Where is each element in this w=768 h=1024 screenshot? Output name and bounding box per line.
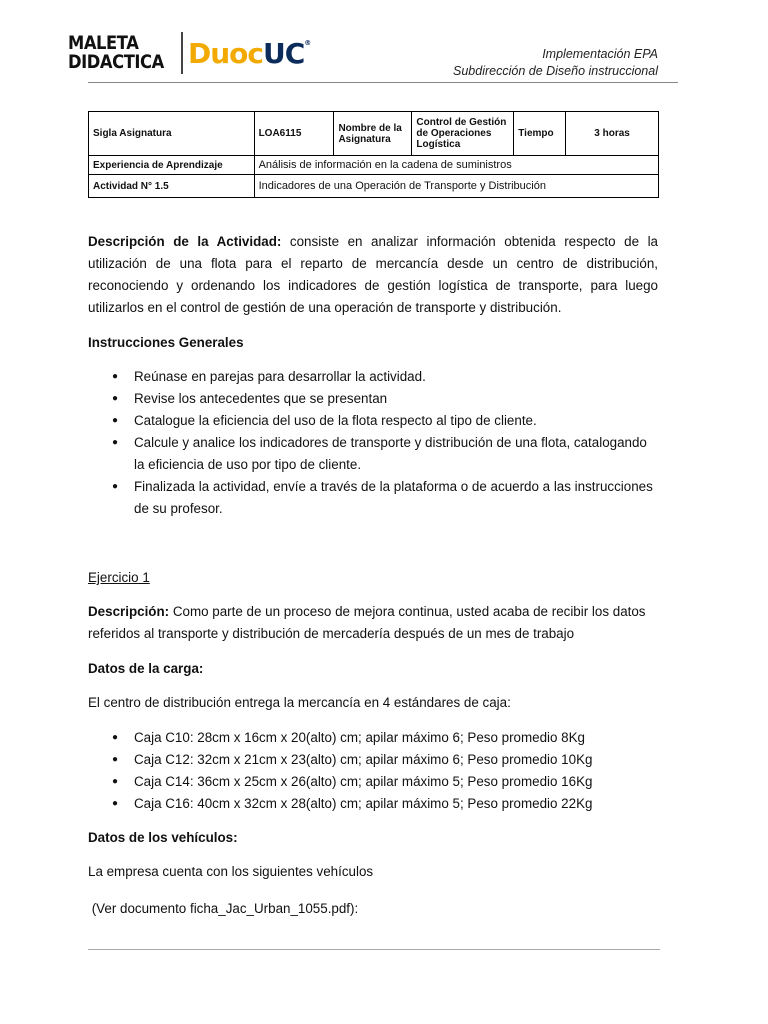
table-row bbox=[89, 175, 659, 198]
carga-title: Datos de la carga: bbox=[88, 661, 204, 676]
logo-maleta-text: MALETA DIDACTICA bbox=[68, 32, 164, 73]
header-implementacion: Implementación EPA bbox=[542, 47, 658, 61]
list-item: ● Caja C14: 36cm x 25cm x 26(alto) cm; apilar máximo 5; Peso promedio 16Kg bbox=[134, 771, 658, 793]
carga-intro: El centro de distribución entrega la mercancía en 4 estándares de caja: bbox=[88, 695, 511, 710]
activity-description bbox=[88, 231, 658, 319]
nombre-value: Control de Gestión de Operaciones Logística bbox=[412, 112, 514, 156]
vehiculos-intro: La empresa cuenta con los siguientes vehículos bbox=[88, 864, 374, 879]
list-item: ● Catalogue la eficiencia del uso de la flota respecto al tipo de cliente. bbox=[134, 410, 658, 432]
sigla-label: Sigla Asignatura bbox=[89, 112, 255, 156]
header-subdireccion: Subdirección de Diseño instruccional bbox=[453, 64, 658, 78]
table-row bbox=[89, 112, 659, 156]
vehiculos-title: Datos de los vehículos: bbox=[88, 830, 238, 845]
header-right bbox=[453, 46, 658, 80]
tiempo-value: 3 horas bbox=[566, 112, 659, 156]
course-info-table bbox=[88, 111, 659, 198]
logo-separator bbox=[181, 32, 183, 74]
list-item: ● Revise los antecedentes que se presentan bbox=[134, 388, 658, 410]
list-item: ● Reúnase en parejas para desarrollar la actividad. bbox=[134, 366, 658, 388]
logo-duoc-uc: DuocUC® bbox=[187, 36, 311, 70]
instructions-list bbox=[88, 366, 658, 520]
exercise-title: Ejercicio 1 bbox=[88, 570, 150, 585]
actividad-label: Actividad N° 1.5 bbox=[89, 175, 255, 198]
actividad-value: Indicadores de una Operación de Transporte y Distribución bbox=[254, 175, 658, 198]
list-item: ● Caja C16: 40cm x 32cm x 28(alto) cm; apilar máximo 5; Peso promedio 22Kg bbox=[134, 793, 658, 815]
description-label: Descripción de la Actividad: bbox=[88, 234, 282, 249]
footer-divider bbox=[88, 949, 660, 950]
table-row bbox=[89, 156, 659, 175]
instructions-list-wrap bbox=[88, 366, 658, 520]
tiempo-label: Tiempo bbox=[514, 112, 566, 156]
instructions-title: Instrucciones Generales bbox=[88, 335, 244, 350]
cajas-list bbox=[88, 727, 658, 815]
header-divider bbox=[88, 82, 678, 83]
experiencia-value: Análisis de información en la cadena de suministros bbox=[254, 156, 658, 175]
maleta-didactica-duoc-logo bbox=[68, 30, 310, 76]
list-item: ● Finalizada la actividad, envíe a través de la plataforma o de acuerdo a las instrucciones de su profesor. bbox=[134, 476, 658, 520]
exercise-desc-label: Descripción: bbox=[88, 604, 170, 619]
list-item: ● Calcule y analice los indicadores de transporte y distribución de una flota, catalogando la eficiencia de uso por tipo de cliente. bbox=[134, 432, 658, 476]
exercise-description bbox=[88, 601, 658, 645]
list-item: ● Caja C10: 28cm x 16cm x 20(alto) cm; apilar máximo 6; Peso promedio 8Kg bbox=[134, 727, 658, 749]
nombre-label: Nombre de la Asignatura bbox=[334, 112, 412, 156]
list-item: ● Caja C12: 32cm x 21cm x 23(alto) cm; apilar máximo 6; Peso promedio 10Kg bbox=[134, 749, 658, 771]
description-text: consiste en analizar información obtenida respecto de la utilización de una flota para el reparto de mercancía desde un centro de distribución, reconociendo y ordenando los indicadores de gestión logística de transporte, para luego utilizarlos en el control de gestión de una operación de transporte y distribución. bbox=[88, 234, 658, 315]
sigla-value: LOA6115 bbox=[254, 112, 334, 156]
vehiculos-ref: (Ver documento ficha_Jac_Urban_1055.pdf): bbox=[88, 901, 359, 916]
exercise-desc-text: Como parte de un proceso de mejora continua, usted acaba de recibir los datos referidos al transporte y distribución de mercadería después de un mes de trabajo bbox=[88, 604, 646, 641]
experiencia-label: Experiencia de Aprendizaje bbox=[89, 156, 255, 175]
cajas-list-wrap bbox=[88, 727, 658, 815]
